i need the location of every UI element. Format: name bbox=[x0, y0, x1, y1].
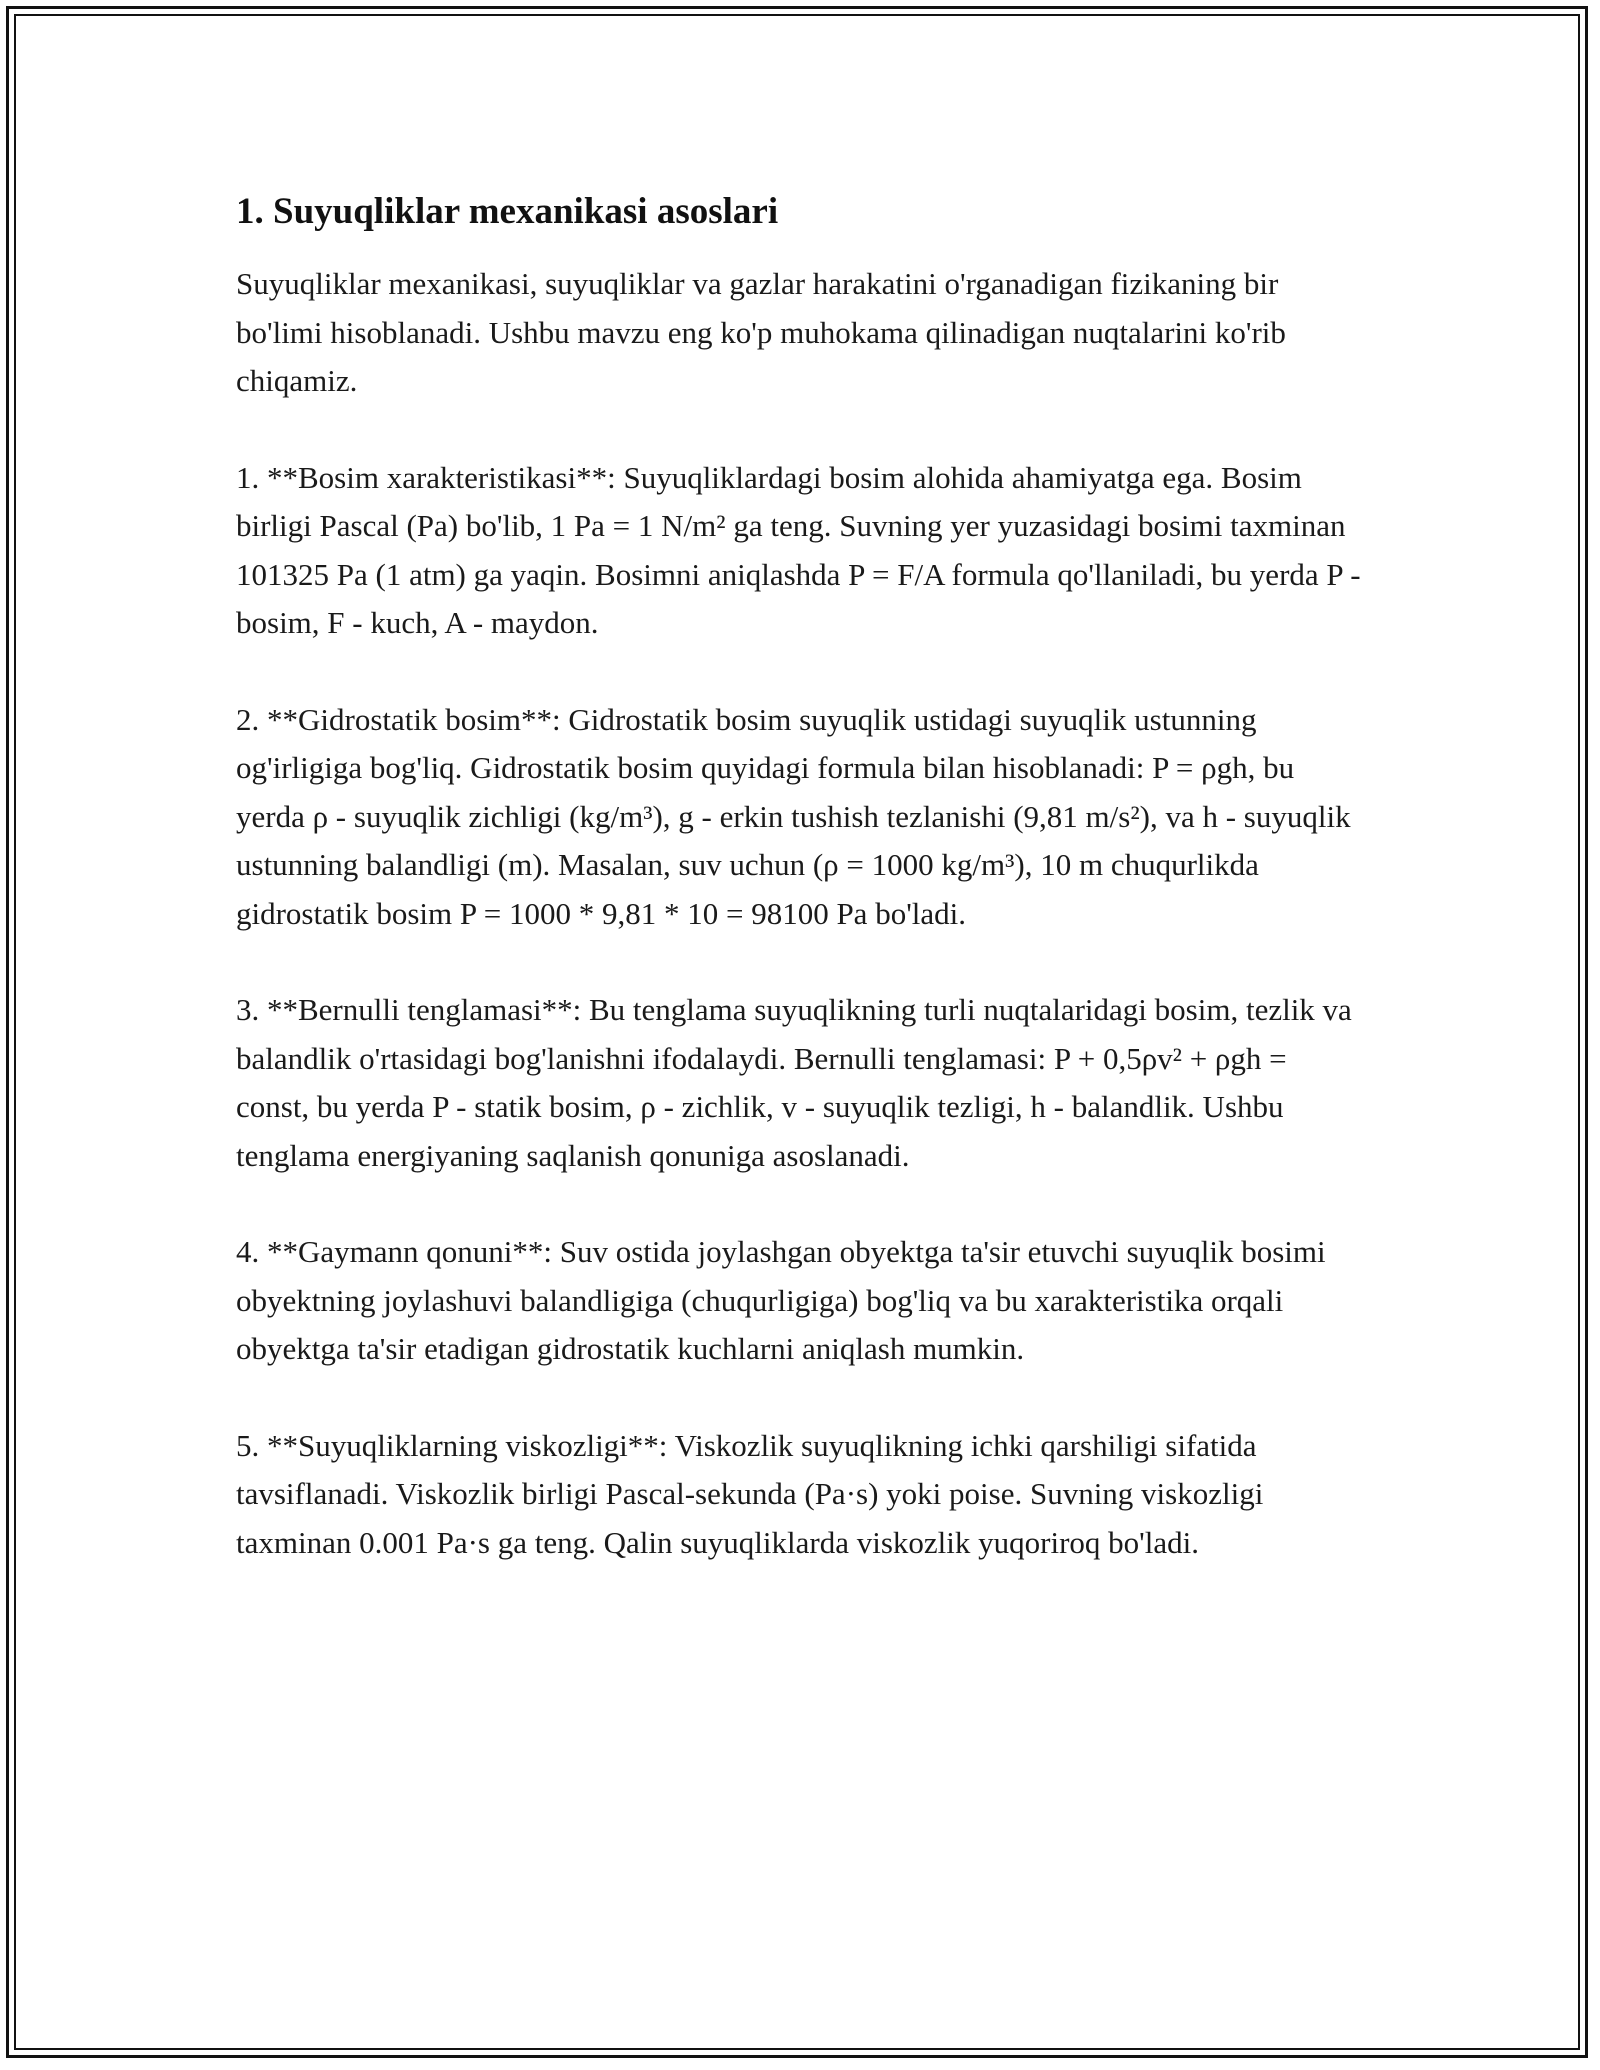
intro-paragraph: Suyuqliklar mexanikasi, suyuqliklar va gazlar harakatini o'rganadigan fizikaning bir bo'limi hisoblanadi. Ushbu mavzu eng ko'p muhokama qilinadigan nuqtalarini ko'rib chiqamiz. bbox=[236, 266, 1286, 398]
document-title: 1. Suyuqliklar mexanikasi asoslari bbox=[236, 191, 779, 232]
point-bosim-xarakteristikasi: 1. **Bosim xarakteristikasi**: Suyuqliklardagi bosim alohida ahamiyatga ega. Bosim birligi Pascal (Pa) bo'lib, 1 Pa = 1 N/m² ga teng. Suvning yer yuzasidagi bosimi taxminan 101325 Pa (1 atm) ga yaqin. Bosimni aniqlashda P = F/A formula qo'llaniladi, bu yerda P - bosim, F - kuch, A - maydon. bbox=[236, 459, 1361, 640]
point-bernulli-tenglamasi: 3. **Bernulli tenglamasi**: Bu tenglama suyuqlikning turli nuqtalaridagi bosim, tezlik va balandlik o'rtasidagi bog'lanishni ifodalaydi. Bernulli tenglamasi: P + 0,5ρv² + ρgh = const, bu yerda P - statik bosim, ρ - zichlik, v - suyuqlik tezligi, h - balandlik. Ushbu tenglama energiyaning saqlanish qonuniga asoslanadi. bbox=[236, 992, 1352, 1173]
document-body bbox=[236, 184, 1366, 1615]
point-gidrostatik-bosim: 2. **Gidrostatik bosim**: Gidrostatik bosim suyuqlik ustidagi suyuqlik ustunning og'irligiga bog'liq. Gidrostatik bosim quyidagi formula bilan hisoblanadi: P = ρgh, bu yerda ρ - suyuqlik zichligi (kg/m³), g - erkin tushish tezlanishi (9,81 m/s²), va h - suyuqlik ustunning balandligi (m). Masalan, suv uchun (ρ = 1000 kg/m³), 10 m chuqurlikda gidrostatik bosim P = 1000 * 9,81 * 10 = 98100 Pa bo'ladi. bbox=[236, 701, 1351, 931]
point-viskozlik: 5. **Suyuqliklarning viskozligi**: Viskozlik suyuqlikning ichki qarshiligi sifatida tavsiflanadi. Viskozlik birligi Pascal-sekunda (Pa·s) yoki poise. Suvning viskozligi taxminan 0.001 Pa·s ga teng. Qalin suyuqliklarda viskozlik yuqoriroq bo'ladi. bbox=[236, 1427, 1264, 1560]
point-gaymann-qonuni: 4. **Gaymann qonuni**: Suv ostida joylashgan obyektga ta'sir etuvchi suyuqlik bosimi obyektning joylashuvi balandligiga (chuqurligiga) bog'liq va bu xarakteristika orqali obyektga ta'sir etadigan gidrostatik kuchlarni aniqlash mumkin. bbox=[236, 1234, 1326, 1366]
